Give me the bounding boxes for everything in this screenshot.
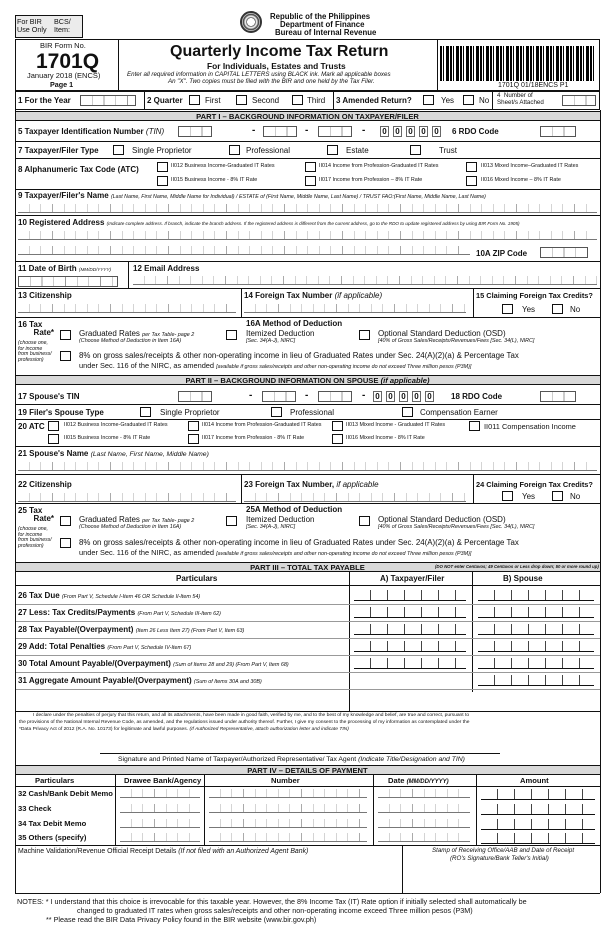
- part3-spouse-amount[interactable]: [478, 624, 594, 635]
- tin-part2[interactable]: [263, 126, 297, 137]
- part3-spouse-amount[interactable]: [478, 658, 594, 669]
- professional-label: Professional: [246, 146, 291, 155]
- part4-number-header: Number: [271, 776, 300, 785]
- spouse-osd-checkbox[interactable]: [359, 516, 370, 526]
- foreign-tax-input[interactable]: [244, 304, 466, 313]
- address-input-1[interactable]: [18, 231, 597, 240]
- payment-date-input[interactable]: [378, 819, 470, 828]
- filer-name-input[interactable]: [18, 204, 597, 213]
- part4-date-header: Date (MM/DD/YYYY): [388, 776, 449, 785]
- spouse-atc-ii012-label: II012 Business Income-Graduated IT Rates: [64, 422, 168, 428]
- spouse-foreign-label: 23 Foreign Tax Number, if applicable: [244, 480, 379, 489]
- payment-row-label: 35 Others (specify): [18, 833, 87, 842]
- tax-rate-label: 16 Tax Rate*: [18, 320, 55, 338]
- payment-bank-input[interactable]: [120, 833, 200, 842]
- email-label: 12 Email Address: [133, 264, 200, 273]
- spouse-foreign-input[interactable]: [244, 493, 466, 502]
- spouse-atc-label: 20 ATC: [18, 422, 45, 431]
- osd-checkbox[interactable]: [359, 330, 370, 340]
- spouse-type-label: 19 Filer's Spouse Type: [18, 408, 104, 417]
- payment-row-label: 32 Cash/Bank Debit Memo: [18, 789, 113, 798]
- spouse-itemized-note: [Sec. 34(A-J), NIRC]: [246, 524, 296, 530]
- graduated-rates-checkbox[interactable]: [60, 330, 71, 340]
- estate-checkbox[interactable]: [327, 145, 338, 155]
- osd-note: [40% of Gross Sales/Receipts/Revenues/Fees [Sec. 34(L), NIRC]: [378, 338, 535, 344]
- spouse-eight-percent-note: under Sec. 116 of the NIRC, as amended [available if gross sales/receipts and other non-operating income do not exceed Three million pesos (P3M)]: [79, 548, 472, 557]
- spouse-comp-label: Compensation Earner: [420, 408, 498, 417]
- eight-percent-label: 8% on gross sales/receipts & other non-operating income in lieu of Graduated Rates under Sec. 24(A)(2)(a) & Percentage Tax: [79, 351, 519, 360]
- part3-note: (DO NOT enter Centavos; 49 Centavos or Less drop down; 50 or more round up): [435, 564, 599, 569]
- spouse-atc-ii017-checkbox[interactable]: [188, 434, 199, 444]
- tin-branch-digit[interactable]: 0: [419, 126, 428, 137]
- payment-amount-input[interactable]: [481, 804, 595, 815]
- rdo-label: 6 RDO Code: [452, 127, 499, 136]
- single-proprietor-label: Single Proprietor: [132, 146, 192, 155]
- part1-header: PART I – BACKGROUND INFORMATION ON TAXPAYER/FILER: [15, 111, 600, 121]
- spouse-comp-checkbox[interactable]: [402, 407, 413, 417]
- single-proprietor-checkbox[interactable]: [113, 145, 124, 155]
- note-line-1: NOTES: * I understand that this choice is irrevocable for this taxable year. However, the 8% Income Tax (IT) Rate option if initially selected shall automatically be: [17, 897, 527, 906]
- amended-no-label: No: [479, 96, 490, 105]
- zip-label: 10A ZIP Code: [476, 249, 528, 258]
- itemized-note: [Sec. 34(A-J), NIRC]: [246, 338, 296, 344]
- spouse-atc-ii015-label: II015 Business Income - 8% IT Rate: [64, 435, 151, 441]
- amended-yes-checkbox[interactable]: [423, 95, 434, 105]
- spouse-tin-branch-digit[interactable]: 0: [399, 391, 408, 402]
- filer-name-label: 9 Taxpayer/Filer's Name (Last Name, First Name, Middle Name for Individual) / ESTATE of (First Name, Middle Name, Last Name) / TRUST FAO:(First Name, Middle Name, Last Name): [18, 191, 486, 200]
- citizenship-input[interactable]: [18, 304, 236, 313]
- quarter-second-checkbox[interactable]: [236, 95, 247, 105]
- spouse-itemized-checkbox[interactable]: [226, 516, 237, 526]
- filer-type-label: 7 Taxpayer/Filer Type: [18, 146, 99, 155]
- payment-number-input[interactable]: [209, 789, 367, 798]
- part3-taxpayer-amount[interactable]: [354, 624, 466, 635]
- amended-no-checkbox[interactable]: [463, 95, 474, 105]
- spouse-atc-ii014-label: II014 Income from Profession-Graduated IT Rates: [202, 422, 322, 428]
- sheets-label: 4 Number of Sheet/s Attached: [497, 92, 544, 106]
- tin-branch-digit[interactable]: 0: [380, 126, 389, 137]
- tin-branch-digit[interactable]: 0: [406, 126, 415, 137]
- part3-spouse-amount[interactable]: [478, 590, 594, 601]
- atc-ii017-checkbox[interactable]: [305, 176, 316, 186]
- zip-input[interactable]: [540, 247, 588, 258]
- bir-use-label: For BIR Use Only: [17, 17, 47, 34]
- spouse-atc-ii012-checkbox[interactable]: [48, 421, 59, 431]
- spouse-citizenship-input[interactable]: [18, 493, 236, 502]
- tin-part3[interactable]: [318, 126, 352, 137]
- spouse-atc-ii014-checkbox[interactable]: [188, 421, 199, 431]
- declaration-line-3: *Data Privacy Act of 2012 (R.A. No. 10173) for legitimate and lawful purposes. (If Authorized Representative, attach authorization letter and indicate TIN): [19, 727, 349, 732]
- spouse-credits-yes-checkbox[interactable]: [502, 491, 513, 501]
- spouse-prof-checkbox[interactable]: [271, 407, 282, 417]
- spouse-graduated-label: Graduated Rates per Tax Table- page 2: [79, 515, 195, 524]
- payment-amount-input[interactable]: [481, 833, 595, 844]
- spouse-rdo-label: 18 RDO Code: [451, 392, 503, 401]
- stamp-label-1: Stamp of Receiving Office/AAB and Date of Receipt: [432, 847, 575, 854]
- spouse-tin-part3[interactable]: [318, 391, 352, 402]
- spouse-method-label: 25A Method of Deduction: [246, 505, 343, 514]
- tin-branch-digit[interactable]: 0: [432, 126, 441, 137]
- form-no-label: BIR Form No.: [40, 41, 86, 50]
- estate-label: Estate: [346, 146, 369, 155]
- spouse-credits-no-label: No: [570, 492, 581, 501]
- part3-row-label: 27 Less: Tax Credits/Payments (From Part V, Schedule III-Item 62): [18, 608, 221, 617]
- page-number: Page 1: [50, 80, 74, 89]
- spouse-tin-dash-2: -: [305, 390, 309, 401]
- amended-yes-label: Yes: [441, 96, 455, 105]
- barcode-icon: [440, 46, 596, 81]
- year-label: 1 For the Year: [18, 96, 71, 105]
- credits-yes-label: Yes: [522, 305, 536, 314]
- spouse-atc-ii013-checkbox[interactable]: [332, 421, 343, 431]
- part4-amount-header: Amount: [520, 776, 549, 785]
- part3-row-label: 31 Aggregate Amount Payable/(Overpayment) (Sum of Items 30A and 30B): [18, 676, 262, 685]
- part4-particulars-header: Particulars: [35, 776, 75, 785]
- quarter-label: 2 Quarter: [147, 96, 183, 105]
- atc-ii012-checkbox[interactable]: [157, 162, 168, 172]
- professional-checkbox[interactable]: [229, 145, 240, 155]
- atc-ii014-checkbox[interactable]: [305, 162, 316, 172]
- tin-dash-3: -: [362, 125, 366, 136]
- spouse-tin-part1[interactable]: [178, 391, 212, 402]
- spouse-tin-branch-digit[interactable]: 0: [386, 391, 395, 402]
- tin-label: 5 Taxpayer Identification Number (TIN): [18, 127, 165, 136]
- spouse-tin-branch-digit[interactable]: 0: [373, 391, 382, 402]
- part3-header: PART III – TOTAL TAX PAYABLE: [15, 562, 600, 572]
- form-subtitle: For Individuals, Estates and Trusts: [207, 61, 346, 71]
- atc-ii013-label: II013 Mixed Income–Graduated IT Rates: [481, 163, 579, 169]
- payment-amount-input[interactable]: [481, 819, 595, 830]
- spouse-tax-rate-label: 25 Tax Rate*: [18, 506, 55, 524]
- year-input[interactable]: [80, 95, 136, 106]
- bcs-label: BCS/ Item:: [54, 17, 71, 34]
- payment-amount-input[interactable]: [481, 789, 595, 800]
- osd-label: Optional Standard Deduction (OSD): [378, 329, 506, 338]
- form-version: January 2018 (ENCS): [27, 71, 101, 80]
- payment-bank-input[interactable]: [120, 789, 200, 798]
- itemized-label: Itemized Deduction: [246, 329, 315, 338]
- note-line-2: changed to graduated IT rates when gross sales/receipts and other non-operating income exceed Three million pesos (P3M): [77, 906, 473, 915]
- method-label: 16A Method of Deduction: [246, 319, 343, 328]
- atc-ii015-label: II015 Business Income - 8% IT Rate: [171, 177, 258, 183]
- part3-row-label: 30 Total Amount Payable/(Overpayment) (Sum of Items 28 and 29) (From Part V, Item 68): [18, 659, 289, 668]
- sheets-input[interactable]: [562, 95, 596, 106]
- quarter-second-label: Second: [252, 96, 280, 105]
- credits-yes-checkbox[interactable]: [502, 304, 513, 314]
- quarter-first-label: First: [205, 96, 221, 105]
- atc-ii014-label: II014 Income from Profession-Graduated IT Rates: [319, 163, 439, 169]
- part3-col-a-header: A) Taxpayer/Filer: [380, 574, 445, 583]
- payment-date-input[interactable]: [378, 804, 470, 813]
- spouse-atc-ii016-checkbox[interactable]: [332, 434, 343, 444]
- spouse-atc-ii017-label: II017 Income from Profession - 8% IT Rate: [202, 435, 305, 441]
- spouse-atc-ii016-label: II016 Mixed Income - 8% IT Rate: [346, 435, 425, 441]
- spouse-prof-label: Professional: [290, 408, 335, 417]
- graduated-rates-note: (Choose Method of Deduction in Item 16A): [79, 338, 182, 344]
- part3-taxpayer-amount[interactable]: [354, 658, 466, 669]
- itemized-checkbox[interactable]: [226, 330, 237, 340]
- dob-input[interactable]: [18, 276, 118, 287]
- form-title: Quarterly Income Tax Return: [170, 43, 389, 60]
- spouse-osd-note: [40% of Gross Sales/Receipts/Revenues/Fees [Sec. 34(L), NIRC]: [378, 524, 535, 530]
- atc-ii017-label: II017 Income from Profession – 8% IT Rate: [319, 177, 423, 183]
- part4-header: PART IV – DETAILS OF PAYMENT: [15, 765, 600, 775]
- dob-label: 11 Date of Birth (MM/DD/YYYY): [18, 264, 112, 273]
- department-text: Department of Finance: [280, 20, 365, 29]
- spouse-sp-checkbox[interactable]: [140, 407, 151, 417]
- spouse-atc-ii011-checkbox[interactable]: [469, 421, 480, 431]
- spouse-osd-label: Optional Standard Deduction (OSD): [378, 515, 506, 524]
- signature-label: Signature and Printed Name of Taxpayer/Authorized Representative/ Tax Agent (Indicate Title/Designation and TIN): [118, 756, 465, 763]
- eight-percent-note: under Sec. 116 of the NIRC, as amended [available if gross sales/receipts and other non-operating income do not exceed Three million pesos (P3M)]: [79, 361, 472, 370]
- graduated-rates-label: Graduated Rates per Tax Table- page 2: [79, 329, 195, 338]
- payment-row-label: 34 Tax Debit Memo: [18, 819, 87, 828]
- quarter-third-label: Third: [307, 96, 326, 105]
- atc-ii016-label: II016 Mixed Income – 8% IT Rate: [481, 177, 561, 183]
- atc-label: 8 Alphanumeric Tax Code (ATC): [18, 165, 139, 174]
- note-line-3: ** Please read the BIR Data Privacy Policy found in the BIR website (www.bir.gov.ph): [46, 915, 317, 924]
- payment-date-input[interactable]: [378, 833, 470, 842]
- spouse-name-label: 21 Spouse's Name (Last Name, First Name, Middle Name): [18, 449, 209, 458]
- bureau-text: Bureau of Internal Revenue: [275, 28, 377, 37]
- part3-taxpayer-amount[interactable]: [354, 607, 466, 618]
- barcode-code: 1701Q 01/18ENCS P1: [498, 82, 569, 89]
- foreign-tax-label: 14 Foreign Tax Number (if applicable): [244, 291, 383, 300]
- citizenship-label: 13 Citizenship: [18, 291, 72, 300]
- credits-label: 15 Claiming Foreign Tax Credits?: [476, 291, 593, 300]
- payment-number-input[interactable]: [209, 833, 367, 842]
- stamp-label-2: (RO's Signature/Bank Teller's Initial): [450, 855, 549, 862]
- payment-number-input[interactable]: [209, 819, 367, 828]
- tin-dash-1: -: [252, 125, 256, 136]
- spouse-credits-yes-label: Yes: [522, 492, 536, 501]
- part3-particulars-header: Particulars: [176, 574, 218, 583]
- part3-aggregate-amount[interactable]: [478, 675, 594, 686]
- spouse-rdo-input[interactable]: [540, 391, 576, 402]
- declaration-line-1: I declare under the penalties of perjury that this return, and all its attachments, have been made in good faith, verified by me, and to the best of my knowledge and belief, are true and correct, pursuant to: [33, 713, 470, 718]
- payment-row-label: 33 Check: [18, 804, 52, 813]
- payment-bank-input[interactable]: [120, 804, 200, 813]
- part3-row-label: 29 Add: Total Penalties (From Part V, Schedule IV-Item 67): [18, 642, 192, 651]
- atc-ii016-checkbox[interactable]: [466, 176, 477, 186]
- spouse-credits-no-checkbox[interactable]: [552, 491, 563, 501]
- atc-ii013-checkbox[interactable]: [466, 162, 477, 172]
- spouse-atc-ii015-checkbox[interactable]: [48, 434, 59, 444]
- form-number: 1701Q: [36, 50, 100, 73]
- eight-percent-checkbox[interactable]: [60, 351, 71, 361]
- part3-row-label: 26 Tax Due (From Part V, Schedule I-Item 46 OR Schedule II-Item 54): [18, 591, 201, 600]
- credits-no-checkbox[interactable]: [552, 304, 563, 314]
- spouse-credits-label: 24 Claiming Foreign Tax Credits?: [476, 480, 593, 489]
- quarter-third-checkbox[interactable]: [292, 95, 303, 105]
- part3-col-b-header: B) Spouse: [503, 574, 543, 583]
- email-input[interactable]: [133, 276, 597, 285]
- spouse-tin-branch-digit[interactable]: 0: [412, 391, 421, 402]
- atc-ii012-label: II012 Business Income-Graduated IT Rates: [171, 163, 275, 169]
- rdo-input[interactable]: [540, 126, 576, 137]
- spouse-graduated-note: (Choose Method of Deduction in Item 16A): [79, 524, 182, 530]
- spouse-sp-label: Single Proprietor: [160, 408, 220, 417]
- signature-line[interactable]: [100, 740, 500, 754]
- part2-header: PART II – BACKGROUND INFORMATION ON SPOUSE (if applicable): [15, 375, 600, 385]
- choose-one-note: (choose one, for income from business/ profession): [18, 340, 52, 364]
- address-label: 10 Registered Address (Indicate complete address. If branch, indicate the branch address. If the registered address is different from the current address, go to the RDO to update registered address by using BIR Form No. 1905): [18, 218, 520, 227]
- spouse-citizenship-label: 22 Citizenship: [18, 480, 72, 489]
- trust-checkbox[interactable]: [410, 145, 421, 155]
- declaration-line-2: the provisions of the National Internal Revenue Code, as amended, and the regulations issued under authority thereof. Further, I give my consent to the processing of my information as contemplated under the: [19, 720, 470, 725]
- tin-branch-digit[interactable]: 0: [393, 126, 402, 137]
- spouse-eight-percent-checkbox[interactable]: [60, 538, 71, 548]
- quarter-first-checkbox[interactable]: [189, 95, 200, 105]
- part4-bank-header: Drawee Bank/Agency: [124, 776, 202, 785]
- spouse-eight-percent-label: 8% on gross sales/receipts & other non-operating income in lieu of Graduated Rates under Sec. 24(A)(2)(a) & Percentage Tax: [79, 538, 519, 547]
- bir-seal-icon: [240, 11, 262, 33]
- form-instruction-1: Enter all required information in CAPITAL LETTERS using BLACK ink. Mark all applicable boxes: [127, 71, 391, 78]
- spouse-choose-note: (choose one, for income from business/ profession): [18, 526, 52, 550]
- form-instruction-2: An "X". Two copies must be filed with the BIR and one held by the Tax Filer.: [168, 78, 375, 85]
- spouse-atc-ii011-label: II011 Compensation Income: [484, 422, 576, 431]
- part3-spouse-amount[interactable]: [478, 607, 594, 618]
- address-input-2[interactable]: [18, 246, 470, 255]
- tin-dash-2: -: [305, 125, 309, 136]
- spouse-tin-part2[interactable]: [262, 391, 296, 402]
- spouse-graduated-checkbox[interactable]: [60, 516, 71, 526]
- part3-taxpayer-amount[interactable]: [354, 641, 466, 652]
- payment-date-input[interactable]: [378, 789, 470, 798]
- part3-row-label: 28 Tax Payable/(Overpayment) (Item 26 Less Item 27) (From Part V, Item 63): [18, 625, 245, 634]
- payment-number-input[interactable]: [209, 804, 367, 813]
- republic-text: Republic of the Philippines: [270, 12, 371, 21]
- payment-bank-input[interactable]: [120, 819, 200, 828]
- spouse-tin-dash-3: -: [362, 390, 366, 401]
- spouse-tin-dash-1: -: [249, 390, 253, 401]
- atc-ii015-checkbox[interactable]: [157, 176, 168, 186]
- machine-validation-label: Machine Validation/Revenue Official Receipt Details (If not filed with an Authorized Agent Bank): [18, 848, 309, 855]
- spouse-name-input[interactable]: [18, 462, 597, 471]
- credits-no-label: No: [570, 305, 581, 314]
- spouse-itemized-label: Itemized Deduction: [246, 515, 315, 524]
- spouse-tin-label: 17 Spouse's TIN: [18, 392, 80, 401]
- spouse-atc-ii013-label: II013 Mixed Income - Graduated IT Rates: [346, 422, 446, 428]
- spouse-tin-branch-digit[interactable]: 0: [425, 391, 434, 402]
- trust-label: Trust: [439, 146, 457, 155]
- part3-spouse-amount[interactable]: [478, 641, 594, 652]
- amended-label: 3 Amended Return?: [336, 96, 412, 105]
- tin-part1[interactable]: [178, 126, 212, 137]
- part3-taxpayer-amount[interactable]: [354, 590, 466, 601]
